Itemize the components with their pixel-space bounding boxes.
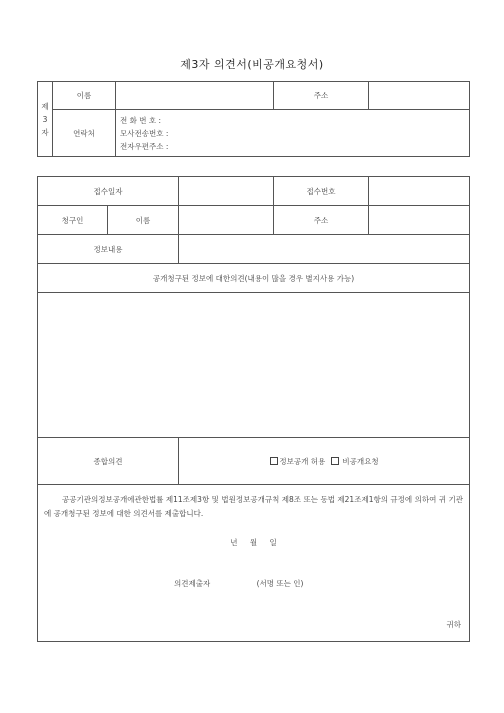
requester-label: 청구인 [38,206,108,235]
email-line: 전자우편주소 : [120,141,169,151]
third-party-contact-field[interactable] [116,110,470,157]
submitter-line [38,578,469,589]
overall-opinion-label: 종합의견 [38,438,179,485]
statement-text: 공공기관의정보공개에관한법률 제11조제3항 및 법원정보공개규칙 제8조 또는 동법 제21조제1항의 규정에 의하여 귀 기관에 공개청구된 정보에 대한 의견서를 제출합니다. [44,495,464,518]
requester-name-field[interactable] [179,206,274,235]
phone-line: 전 화 번 호 : [120,115,162,125]
third-party-address-field[interactable] [369,82,470,110]
third-party-table [37,81,470,157]
requester-address-label: 주소 [274,206,369,235]
receipt-no-label: 접수번호 [274,177,369,206]
third-party-side-label: 제 3 자 [38,82,53,157]
submitter-label: 의견제출자 [174,579,211,588]
signature-label: (서명 또는 인) [256,579,304,588]
disclose-checkbox[interactable] [270,457,278,465]
third-party-contact-label: 연락처 [53,110,116,157]
document-title: 제3자 의견서(비공개요청서) [180,58,324,71]
info-content-field[interactable] [179,235,470,264]
opinion-header: 공개청구된 정보에 대한의견(내용이 많을 경우 별지사용 가능) [38,264,470,293]
third-party-address-label: 주소 [274,82,369,110]
receipt-no-field[interactable] [369,177,470,206]
date-line: 년 월 일 [230,538,277,547]
requester-name-label: 이름 [108,206,179,235]
requester-address-field[interactable] [369,206,470,235]
receipt-date-field[interactable] [179,177,274,206]
receipt-date-label: 접수일자 [38,177,179,206]
nondisclose-checkbox[interactable] [331,457,339,465]
third-party-name-field[interactable] [116,82,274,110]
addressee: 귀하 [446,620,462,629]
nondisclose-option-label: 비공개요청 [342,456,379,466]
opinion-field[interactable] [38,293,470,438]
overall-opinion-options [179,438,470,485]
info-content-label: 정보내용 [38,235,179,264]
submission-section [38,485,470,642]
fax-line: 모사전송번호 : [120,128,169,138]
disclose-option-label: 정보공개 허용 [279,456,326,466]
request-table [37,176,470,642]
third-party-name-label: 이름 [53,82,116,110]
